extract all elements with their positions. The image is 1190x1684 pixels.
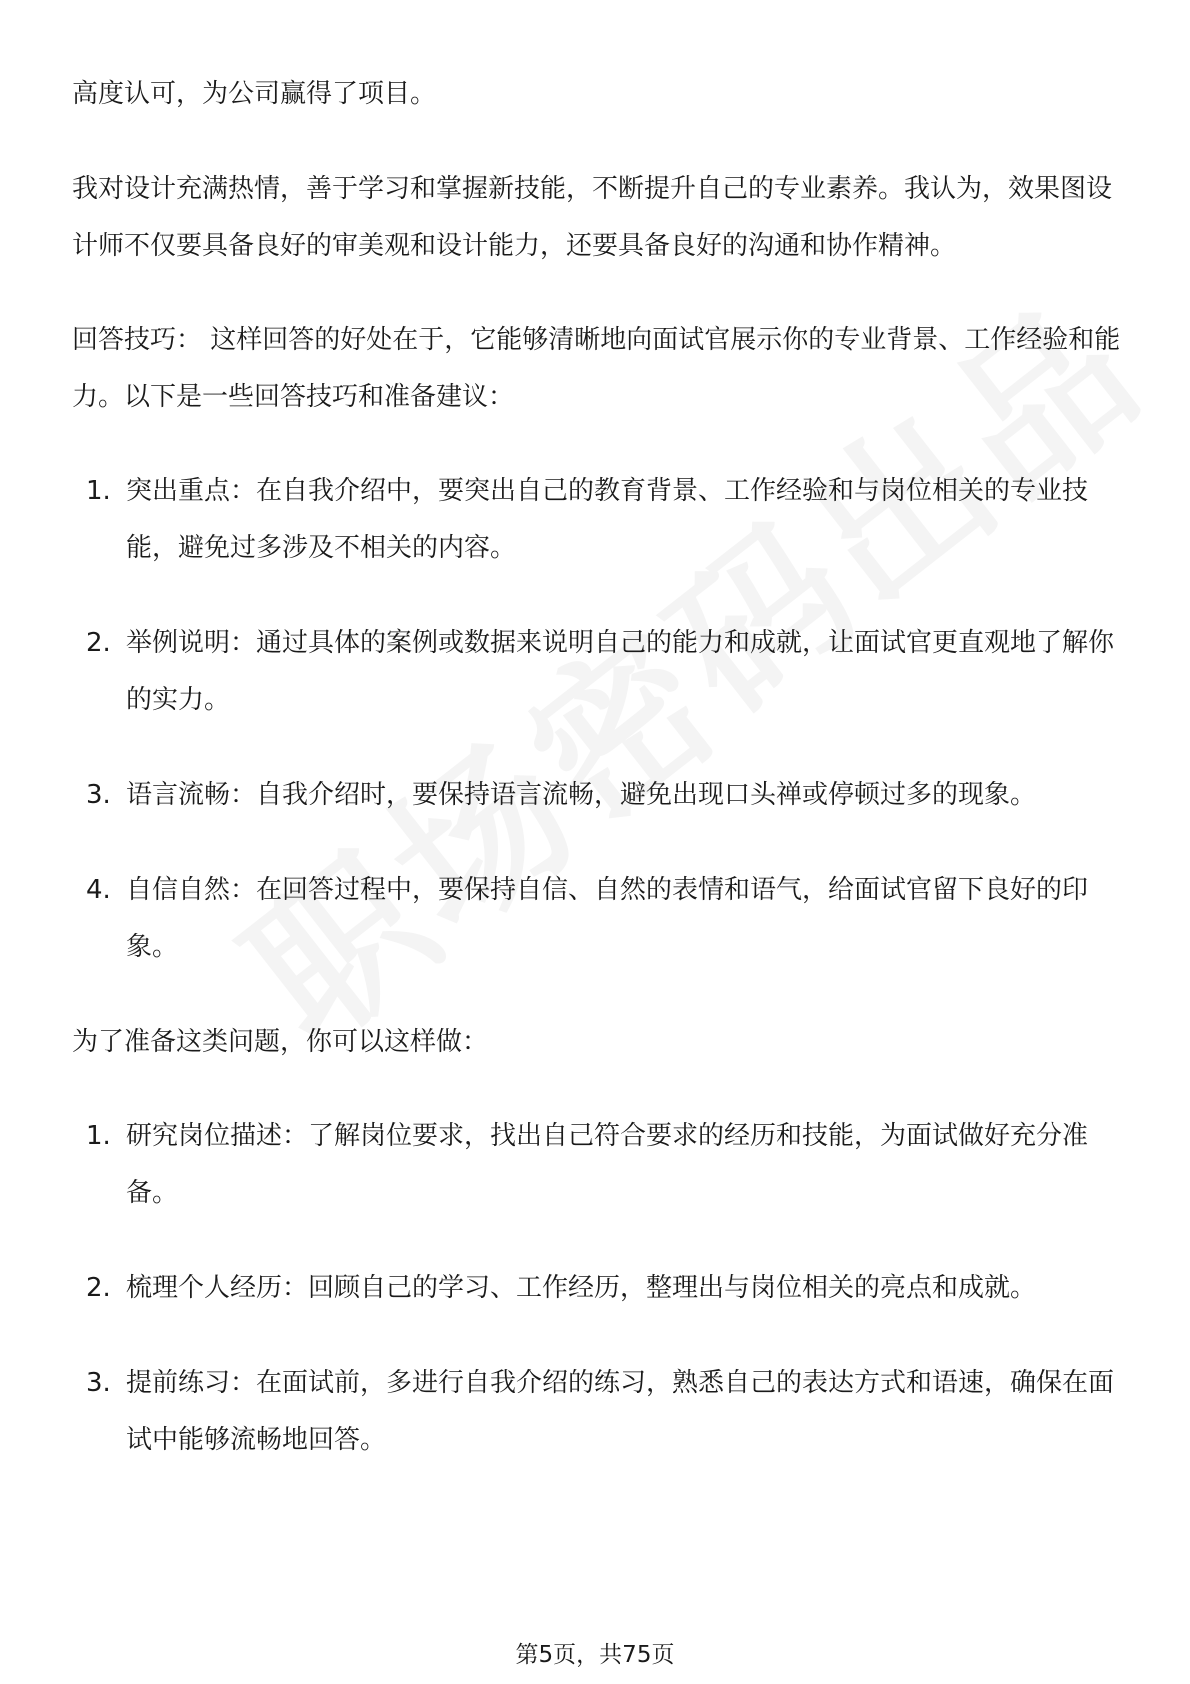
tips-list bbox=[72, 463, 1124, 976]
list-item bbox=[72, 1260, 1124, 1317]
list-number: 1. bbox=[86, 1121, 111, 1151]
list-item-text: 举例说明：通过具体的案例或数据来说明自己的能力和成就，让面试官更直观地了解你的实力。 bbox=[126, 628, 1115, 715]
list-item-text: 语言流畅：自我介绍时，要保持语言流畅，避免出现口头禅或停顿过多的现象。 bbox=[126, 780, 1037, 810]
list-item-text: 突出重点：在自我介绍中，要突出自己的教育背景、工作经验和与岗位相关的专业技能，避免过多涉及不相关的内容。 bbox=[126, 476, 1089, 563]
list-item bbox=[72, 862, 1124, 976]
list-item bbox=[72, 1108, 1124, 1222]
page-number-footer: 第5页，共75页 bbox=[515, 1642, 675, 1668]
page-content bbox=[72, 66, 1124, 1507]
list-number: 1. bbox=[86, 476, 111, 506]
list-item bbox=[72, 615, 1124, 729]
list-item bbox=[72, 1355, 1124, 1469]
list-item-text: 提前练习：在面试前，多进行自我介绍的练习，熟悉自己的表达方式和语速，确保在面试中能够流畅地回答。 bbox=[126, 1368, 1115, 1455]
paragraph-tips-intro: 回答技巧： 这样回答的好处在于，它能够清晰地向面试官展示你的专业背景、工作经验和能力。以下是一些回答技巧和准备建议： bbox=[72, 325, 1121, 412]
list-item bbox=[72, 463, 1124, 577]
list-number: 3. bbox=[86, 780, 111, 810]
list-item bbox=[72, 767, 1124, 824]
paragraph: 高度认可，为公司赢得了项目。 bbox=[72, 79, 437, 109]
list-number: 2. bbox=[86, 1273, 111, 1303]
list-item-text: 研究岗位描述：了解岗位要求，找出自己符合要求的经历和技能，为面试做好充分准备。 bbox=[126, 1121, 1089, 1208]
list-item-text: 自信自然：在回答过程中，要保持自信、自然的表情和语气，给面试官留下良好的印象。 bbox=[126, 875, 1089, 962]
list-number: 3. bbox=[86, 1368, 111, 1398]
prep-list bbox=[72, 1108, 1124, 1469]
paragraph-prep-intro: 为了准备这类问题，你可以这样做： bbox=[72, 1027, 489, 1057]
list-item-text: 梳理个人经历：回顾自己的学习、工作经历，整理出与岗位相关的亮点和成就。 bbox=[126, 1273, 1037, 1303]
paragraph: 我对设计充满热情，善于学习和掌握新技能，不断提升自己的专业素养。我认为，效果图设计师不仅要具备良好的审美观和设计能力，还要具备良好的沟通和协作精神。 bbox=[72, 174, 1113, 261]
list-number: 4. bbox=[86, 875, 111, 905]
list-number: 2. bbox=[86, 628, 111, 658]
